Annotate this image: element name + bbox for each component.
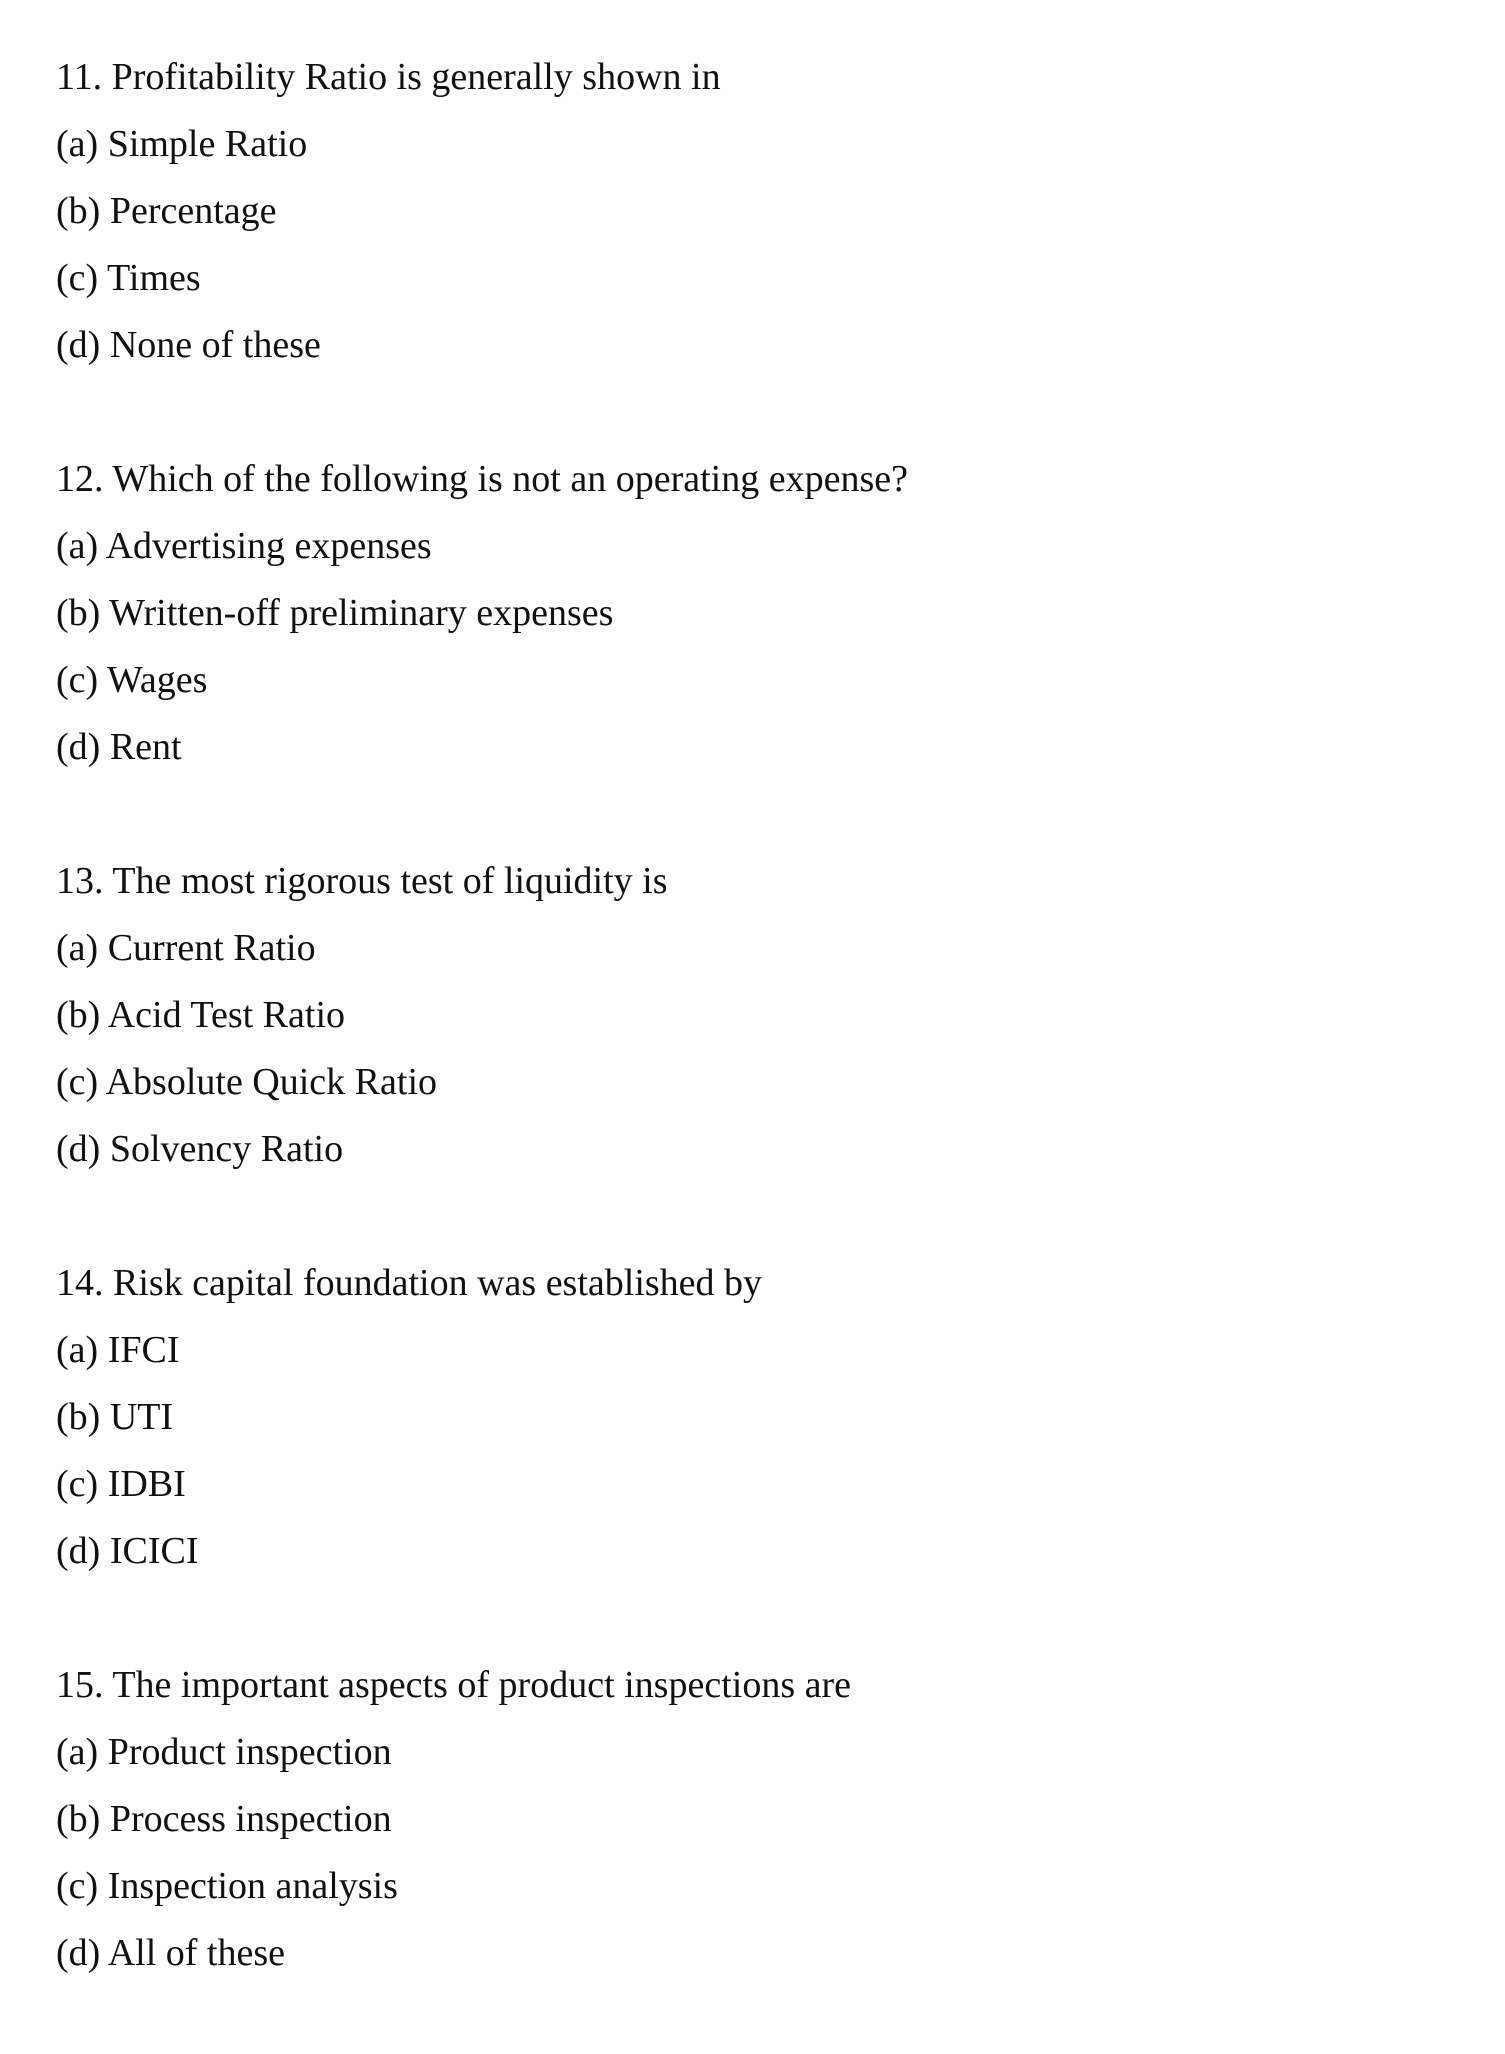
question-stem: The important aspects of product inspections are bbox=[112, 1664, 851, 1706]
option-text: Rent bbox=[109, 726, 182, 768]
option-b bbox=[56, 178, 1456, 245]
question-text bbox=[56, 1250, 1456, 1317]
option-a bbox=[56, 111, 1456, 178]
question-stem: The most rigorous test of liquidity is bbox=[112, 860, 668, 902]
option-c bbox=[56, 1853, 1456, 1920]
question-number: 14. bbox=[56, 1262, 104, 1304]
option-text: Advertising expenses bbox=[105, 525, 432, 567]
question-text bbox=[56, 848, 1456, 915]
question-number: 12. bbox=[56, 458, 104, 500]
option-label: (b) bbox=[56, 592, 101, 634]
option-d bbox=[56, 1920, 1456, 1987]
option-text: None of these bbox=[109, 324, 321, 366]
question-stem: Profitability Ratio is generally shown in bbox=[111, 56, 721, 98]
option-text: Simple Ratio bbox=[107, 123, 308, 165]
option-label: (a) bbox=[56, 525, 99, 567]
question-block bbox=[56, 446, 1456, 781]
option-label: (d) bbox=[56, 1932, 101, 1974]
option-text: Inspection analysis bbox=[107, 1865, 398, 1907]
question-text bbox=[56, 1652, 1456, 1719]
option-c bbox=[56, 245, 1456, 312]
question-text bbox=[56, 446, 1456, 513]
question-stem: Which of the following is not an operating expense? bbox=[112, 458, 908, 500]
option-label: (c) bbox=[56, 1061, 99, 1103]
option-a bbox=[56, 1719, 1456, 1786]
option-b bbox=[56, 1384, 1456, 1451]
option-label: (c) bbox=[56, 1463, 99, 1505]
option-c bbox=[56, 1049, 1456, 1116]
option-label: (c) bbox=[56, 257, 99, 299]
option-b bbox=[56, 982, 1456, 1049]
option-d bbox=[56, 1116, 1456, 1183]
option-label: (d) bbox=[56, 726, 101, 768]
question-block bbox=[56, 1652, 1456, 1987]
question-text bbox=[56, 44, 1456, 111]
option-label: (c) bbox=[56, 1865, 99, 1907]
option-d bbox=[56, 714, 1456, 781]
option-label: (c) bbox=[56, 659, 99, 701]
option-text: Product inspection bbox=[107, 1731, 392, 1773]
option-a bbox=[56, 513, 1456, 580]
option-d bbox=[56, 1518, 1456, 1585]
option-text: Absolute Quick Ratio bbox=[105, 1061, 437, 1103]
option-text: Times bbox=[107, 257, 201, 299]
option-label: (b) bbox=[56, 994, 101, 1036]
option-label: (d) bbox=[56, 1530, 101, 1572]
option-text: Process inspection bbox=[109, 1798, 392, 1840]
question-number: 13. bbox=[56, 860, 104, 902]
option-c bbox=[56, 1451, 1456, 1518]
option-b bbox=[56, 580, 1456, 647]
option-text: Solvency Ratio bbox=[109, 1128, 344, 1170]
option-d bbox=[56, 312, 1456, 379]
option-text: Written-off preliminary expenses bbox=[109, 592, 614, 634]
question-block bbox=[56, 848, 1456, 1183]
option-label: (b) bbox=[56, 1798, 101, 1840]
option-text: UTI bbox=[109, 1396, 174, 1438]
option-text: All of these bbox=[107, 1932, 286, 1974]
option-text: Percentage bbox=[109, 190, 277, 232]
option-text: Current Ratio bbox=[107, 927, 316, 969]
option-b bbox=[56, 1786, 1456, 1853]
option-label: (a) bbox=[56, 927, 99, 969]
option-c bbox=[56, 647, 1456, 714]
question-number: 15. bbox=[56, 1664, 104, 1706]
option-label: (a) bbox=[56, 1731, 99, 1773]
question-number: 11. bbox=[56, 56, 103, 98]
question-block bbox=[56, 1250, 1456, 1585]
option-text: Acid Test Ratio bbox=[107, 994, 345, 1036]
question-stem: Risk capital foundation was established by bbox=[113, 1262, 763, 1304]
option-label: (a) bbox=[56, 123, 99, 165]
option-label: (b) bbox=[56, 190, 101, 232]
option-label: (b) bbox=[56, 1396, 101, 1438]
option-a bbox=[56, 1317, 1456, 1384]
question-list bbox=[56, 44, 1456, 2054]
option-text: ICICI bbox=[109, 1530, 199, 1572]
option-text: IDBI bbox=[107, 1463, 186, 1505]
option-label: (d) bbox=[56, 1128, 101, 1170]
option-text: Wages bbox=[107, 659, 208, 701]
question-block bbox=[56, 44, 1456, 379]
option-label: (a) bbox=[56, 1329, 99, 1371]
option-label: (d) bbox=[56, 324, 101, 366]
option-a bbox=[56, 915, 1456, 982]
option-text: IFCI bbox=[107, 1329, 180, 1371]
